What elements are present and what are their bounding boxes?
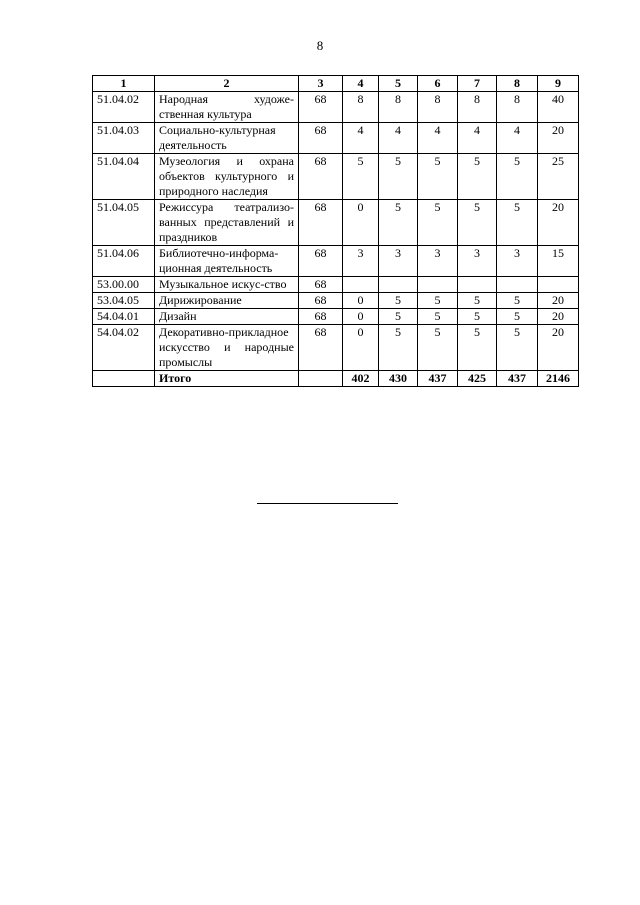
row-name: Музыкальное искус-ство bbox=[155, 277, 299, 293]
row-cell: 68 bbox=[299, 309, 343, 325]
row-name: Библиотечно-информа-ционная деятельность bbox=[155, 246, 299, 277]
row-cell: 5 bbox=[458, 200, 497, 246]
row-code: 51.04.04 bbox=[93, 154, 155, 200]
row-cell: 4 bbox=[418, 123, 458, 154]
row-cell: 8 bbox=[418, 92, 458, 123]
row-code: 54.04.02 bbox=[93, 325, 155, 371]
row-cell: 0 bbox=[343, 309, 379, 325]
row-cell: 68 bbox=[299, 200, 343, 246]
row-name: Социально-культурная деятельность bbox=[155, 123, 299, 154]
row-cell bbox=[418, 277, 458, 293]
closing-rule bbox=[257, 503, 398, 504]
row-cell: 40 bbox=[538, 92, 579, 123]
row-cell: 0 bbox=[343, 325, 379, 371]
row-cell: 5 bbox=[418, 293, 458, 309]
row-cell: 5 bbox=[379, 154, 418, 200]
row-cell: 25 bbox=[538, 154, 579, 200]
row-cell: 5 bbox=[497, 325, 538, 371]
total-row bbox=[93, 371, 579, 387]
row-cell: 8 bbox=[497, 92, 538, 123]
row-cell: 5 bbox=[458, 293, 497, 309]
table-row bbox=[93, 92, 579, 123]
row-name: Дирижирование bbox=[155, 293, 299, 309]
header-cell: 3 bbox=[299, 76, 343, 92]
row-cell: 5 bbox=[497, 309, 538, 325]
row-code: 51.04.06 bbox=[93, 246, 155, 277]
row-name: Дизайн bbox=[155, 309, 299, 325]
row-code: 54.04.01 bbox=[93, 309, 155, 325]
row-name: Режиссура театрализо-ванных представлений и праздников bbox=[155, 200, 299, 246]
table-row bbox=[93, 293, 579, 309]
row-cell: 20 bbox=[538, 200, 579, 246]
row-cell: 5 bbox=[458, 325, 497, 371]
row-cell: 4 bbox=[379, 123, 418, 154]
header-row bbox=[93, 76, 579, 92]
row-cell: 5 bbox=[418, 325, 458, 371]
total-code bbox=[93, 371, 155, 387]
table-row bbox=[93, 200, 579, 246]
row-name: Декоративно-прикладное искусство и народные промыслы bbox=[155, 325, 299, 371]
row-code: 53.00.00 bbox=[93, 277, 155, 293]
row-cell: 5 bbox=[418, 309, 458, 325]
row-cell bbox=[379, 277, 418, 293]
row-cell: 5 bbox=[458, 154, 497, 200]
row-cell: 0 bbox=[343, 200, 379, 246]
row-cell: 5 bbox=[497, 200, 538, 246]
row-cell: 4 bbox=[343, 123, 379, 154]
row-name: Музеология и охрана объектов культурного и природного наследия bbox=[155, 154, 299, 200]
row-cell: 20 bbox=[538, 309, 579, 325]
row-cell: 5 bbox=[343, 154, 379, 200]
row-code: 51.04.05 bbox=[93, 200, 155, 246]
row-cell: 5 bbox=[379, 325, 418, 371]
row-cell: 20 bbox=[538, 325, 579, 371]
row-cell: 68 bbox=[299, 92, 343, 123]
row-cell: 68 bbox=[299, 154, 343, 200]
row-cell: 68 bbox=[299, 246, 343, 277]
row-cell: 0 bbox=[343, 293, 379, 309]
row-cell: 68 bbox=[299, 293, 343, 309]
row-cell: 8 bbox=[379, 92, 418, 123]
total-label: Итого bbox=[155, 371, 299, 387]
table-row bbox=[93, 246, 579, 277]
header-cell: 6 bbox=[418, 76, 458, 92]
row-code: 53.04.05 bbox=[93, 293, 155, 309]
row-cell: 5 bbox=[379, 200, 418, 246]
row-cell: 8 bbox=[343, 92, 379, 123]
row-cell: 20 bbox=[538, 123, 579, 154]
row-cell: 5 bbox=[379, 293, 418, 309]
row-cell: 5 bbox=[418, 154, 458, 200]
total-cell: 437 bbox=[497, 371, 538, 387]
total-cell: 2146 bbox=[538, 371, 579, 387]
row-cell bbox=[538, 277, 579, 293]
row-cell: 5 bbox=[379, 309, 418, 325]
row-cell: 3 bbox=[497, 246, 538, 277]
row-name: Народная художе-ственная культура bbox=[155, 92, 299, 123]
header-cell: 1 bbox=[93, 76, 155, 92]
row-cell: 68 bbox=[299, 123, 343, 154]
specialties-table bbox=[92, 75, 579, 387]
row-cell: 5 bbox=[418, 200, 458, 246]
row-cell: 3 bbox=[458, 246, 497, 277]
row-cell: 5 bbox=[458, 309, 497, 325]
row-cell bbox=[458, 277, 497, 293]
table-row bbox=[93, 325, 579, 371]
header-cell: 2 bbox=[155, 76, 299, 92]
row-cell: 5 bbox=[497, 154, 538, 200]
row-cell: 3 bbox=[418, 246, 458, 277]
row-cell: 3 bbox=[343, 246, 379, 277]
row-cell: 4 bbox=[458, 123, 497, 154]
header-cell: 5 bbox=[379, 76, 418, 92]
row-cell bbox=[343, 277, 379, 293]
row-cell: 15 bbox=[538, 246, 579, 277]
row-code: 51.04.02 bbox=[93, 92, 155, 123]
row-cell: 4 bbox=[497, 123, 538, 154]
table-row bbox=[93, 277, 579, 293]
table-row bbox=[93, 154, 579, 200]
total-cell: 437 bbox=[418, 371, 458, 387]
row-cell: 3 bbox=[379, 246, 418, 277]
row-cell bbox=[497, 277, 538, 293]
header-cell: 4 bbox=[343, 76, 379, 92]
total-cell: 425 bbox=[458, 371, 497, 387]
total-cell: 430 bbox=[379, 371, 418, 387]
table-row bbox=[93, 309, 579, 325]
table-row bbox=[93, 123, 579, 154]
total-cell bbox=[299, 371, 343, 387]
row-cell: 20 bbox=[538, 293, 579, 309]
header-cell: 8 bbox=[497, 76, 538, 92]
row-cell: 8 bbox=[458, 92, 497, 123]
row-cell: 5 bbox=[497, 293, 538, 309]
header-cell: 9 bbox=[538, 76, 579, 92]
header-cell: 7 bbox=[458, 76, 497, 92]
row-cell: 68 bbox=[299, 325, 343, 371]
total-cell: 402 bbox=[343, 371, 379, 387]
page-number: 8 bbox=[316, 38, 324, 53]
row-cell: 68 bbox=[299, 277, 343, 293]
row-code: 51.04.03 bbox=[93, 123, 155, 154]
